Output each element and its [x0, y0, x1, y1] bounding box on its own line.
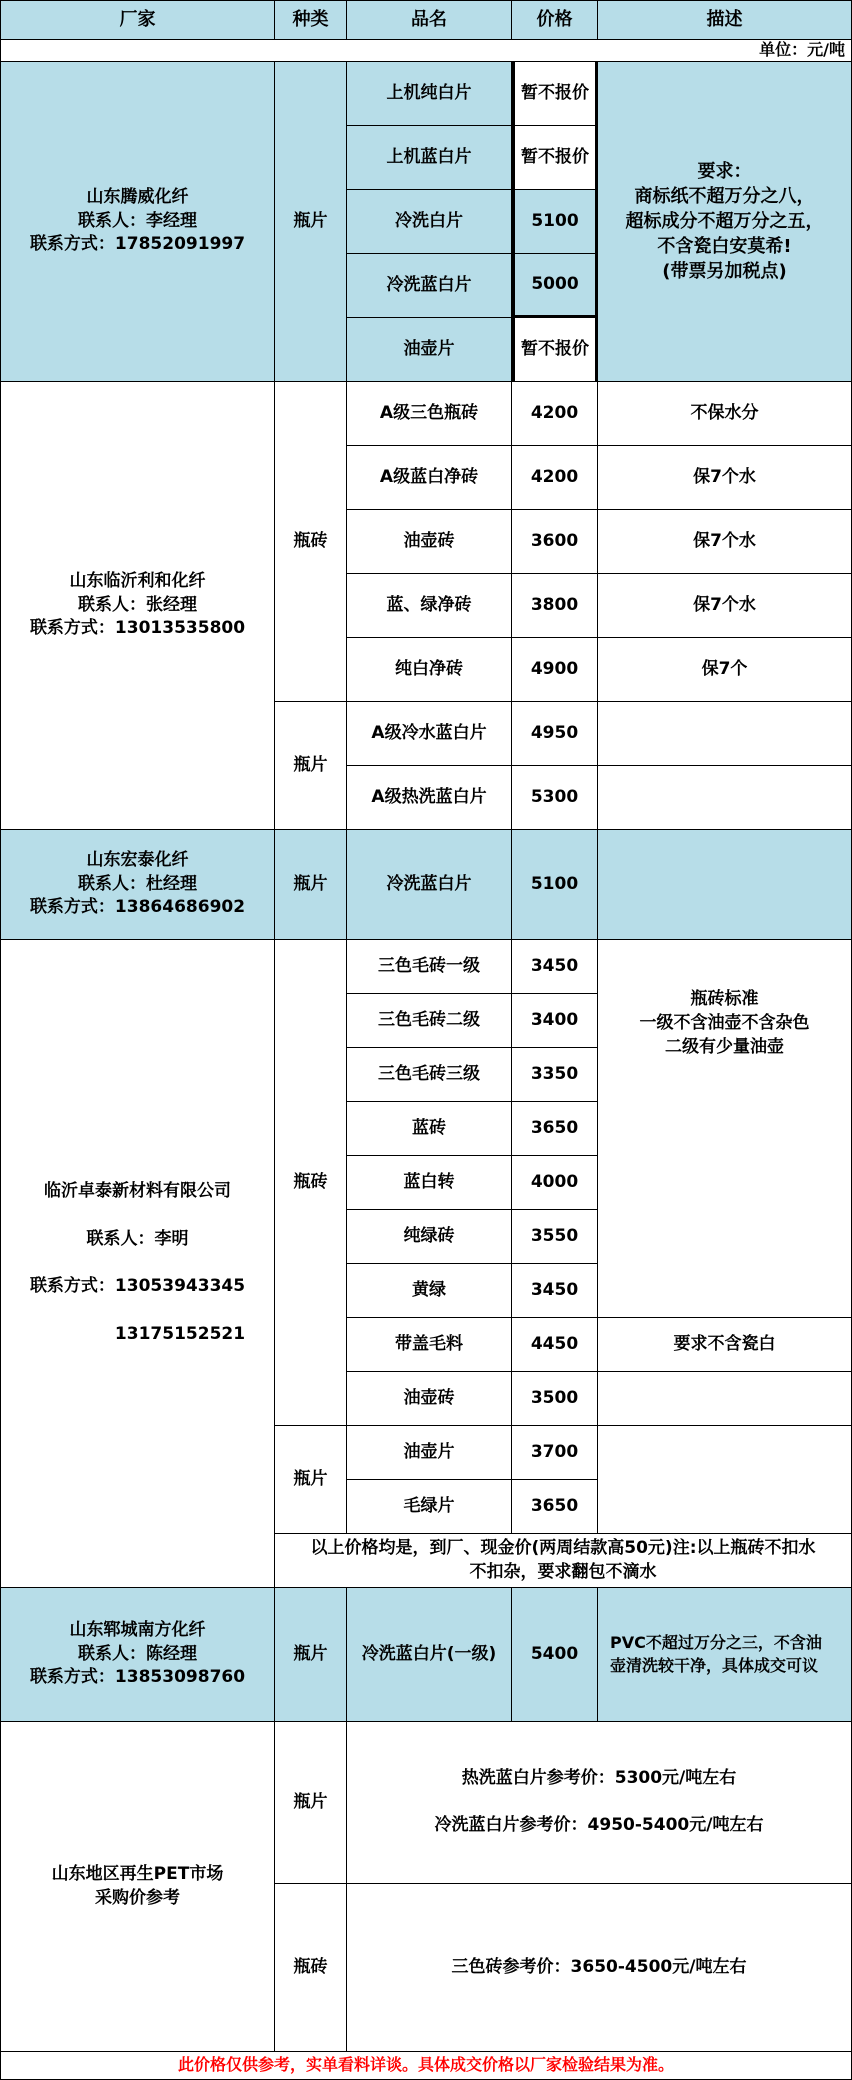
product-description: 保7个水	[598, 510, 852, 574]
market-reference-price: 热洗蓝白片参考价：5300元/吨左右 冷洗蓝白片参考价：4950-5400元/吨左右	[347, 1722, 852, 1884]
product-name: 蓝白转	[347, 1156, 512, 1210]
product-description	[598, 1372, 852, 1426]
product-type: 瓶砖	[275, 940, 347, 1426]
product-name: 纯白净砖	[347, 638, 512, 702]
product-price: 暂不报价	[512, 62, 598, 126]
disclaimer-notice: 此价格仅供参考，实单看料详谈。具体成交价格以厂家检验结果为准。	[0, 2052, 852, 2080]
product-price: 5000	[512, 254, 598, 318]
price-terms-footnote: 以上价格均是，到厂、现金价(两周结款高50元)注:以上瓶砖不扣水 不扣杂，要求翻包不滴水	[275, 1534, 852, 1588]
product-name: 三色毛砖二级	[347, 994, 512, 1048]
product-name: 黄绿	[347, 1264, 512, 1318]
product-price: 4000	[512, 1156, 598, 1210]
product-type: 瓶片	[275, 702, 347, 830]
product-price: 4900	[512, 638, 598, 702]
product-name: 油壶砖	[347, 510, 512, 574]
vendor-info: 山东腾威化纤 联系人：李经理 联系方式：17852091997	[0, 62, 275, 382]
product-name: 冷洗白片	[347, 190, 512, 254]
product-price: 3500	[512, 1372, 598, 1426]
product-price: 4200	[512, 382, 598, 446]
product-price: 3650	[512, 1102, 598, 1156]
product-price: 3400	[512, 994, 598, 1048]
product-price: 3450	[512, 940, 598, 994]
product-price: 5100	[512, 190, 598, 254]
product-description	[598, 766, 852, 830]
product-name: A级冷水蓝白片	[347, 702, 512, 766]
product-description: 保7个水	[598, 574, 852, 638]
vendor-info: 临沂卓泰新材料有限公司 联系人：李明 联系方式：13053943345 13175152521	[0, 940, 275, 1588]
product-price: 3350	[512, 1048, 598, 1102]
product-description	[598, 1426, 852, 1534]
market-reference-price: 三色砖参考价：3650-4500元/吨左右	[347, 1884, 852, 2052]
product-price: 4950	[512, 702, 598, 766]
product-price: 暂不报价	[512, 318, 598, 382]
product-price: 3650	[512, 1480, 598, 1534]
market-type: 瓶片	[275, 1722, 347, 1884]
product-name: 冷洗蓝白片	[347, 254, 512, 318]
product-price: 3700	[512, 1426, 598, 1480]
product-price: 4450	[512, 1318, 598, 1372]
product-description: 不保水分	[598, 382, 852, 446]
market-type: 瓶砖	[275, 1884, 347, 2052]
product-name: 带盖毛料	[347, 1318, 512, 1372]
product-description: 保7个	[598, 638, 852, 702]
product-name: 冷洗蓝白片(一级)	[347, 1588, 512, 1722]
product-price: 暂不报价	[512, 126, 598, 190]
product-name: A级热洗蓝白片	[347, 766, 512, 830]
product-name: 毛绿片	[347, 1480, 512, 1534]
header-price: 价格	[512, 0, 598, 40]
product-price: 5300	[512, 766, 598, 830]
product-price: 3600	[512, 510, 598, 574]
product-price: 3550	[512, 1210, 598, 1264]
product-name: 油壶砖	[347, 1372, 512, 1426]
product-name: 冷洗蓝白片	[347, 830, 512, 940]
vendor-info: 山东临沂利和化纤 联系人：张经理 联系方式：13013535800	[0, 382, 275, 830]
product-name: 上机纯白片	[347, 62, 512, 126]
product-type: 瓶片	[275, 62, 347, 382]
unit-label: 单位：元/吨	[0, 40, 852, 62]
brick-standard-note: 瓶砖标准 一级不含油壶不含杂色 二级有少量油壶	[598, 940, 852, 1318]
product-type: 瓶片	[275, 830, 347, 940]
vendor-requirements: 要求： 商标纸不超万分之八， 超标成分不超万分之五， 不含瓷白安莫希! (带票另加税点)	[598, 62, 852, 382]
product-name: A级蓝白净砖	[347, 446, 512, 510]
vendor-info: 山东宏泰化纤 联系人：杜经理 联系方式：13864686902	[0, 830, 275, 940]
product-type: 瓶片	[275, 1588, 347, 1722]
product-description	[598, 830, 852, 940]
vendor-info: 山东郓城南方化纤 联系人：陈经理 联系方式：13853098760	[0, 1588, 275, 1722]
product-name: 蓝、绿净砖	[347, 574, 512, 638]
market-info: 山东地区再生PET市场 采购价参考	[0, 1722, 275, 2052]
product-type: 瓶砖	[275, 382, 347, 702]
product-price: 5400	[512, 1588, 598, 1722]
product-type: 瓶片	[275, 1426, 347, 1534]
product-description	[598, 702, 852, 766]
header-vendor: 厂家	[0, 0, 275, 40]
product-price: 3800	[512, 574, 598, 638]
product-name: 纯绿砖	[347, 1210, 512, 1264]
product-description: PVC不超过万分之三，不含油 壶清洗较干净，具体成交可议	[598, 1588, 852, 1722]
product-name: 三色毛砖三级	[347, 1048, 512, 1102]
product-name: A级三色瓶砖	[347, 382, 512, 446]
product-price: 4200	[512, 446, 598, 510]
product-price: 5100	[512, 830, 598, 940]
product-price: 3450	[512, 1264, 598, 1318]
lid-material-note: 要求不含瓷白	[598, 1318, 852, 1372]
product-name: 上机蓝白片	[347, 126, 512, 190]
product-name: 三色毛砖一级	[347, 940, 512, 994]
product-name: 油壶片	[347, 1426, 512, 1480]
product-description: 保7个水	[598, 446, 852, 510]
product-name: 蓝砖	[347, 1102, 512, 1156]
product-name: 油壶片	[347, 318, 512, 382]
header-product: 品名	[347, 0, 512, 40]
header-description: 描述	[598, 0, 852, 40]
header-type: 种类	[275, 0, 347, 40]
